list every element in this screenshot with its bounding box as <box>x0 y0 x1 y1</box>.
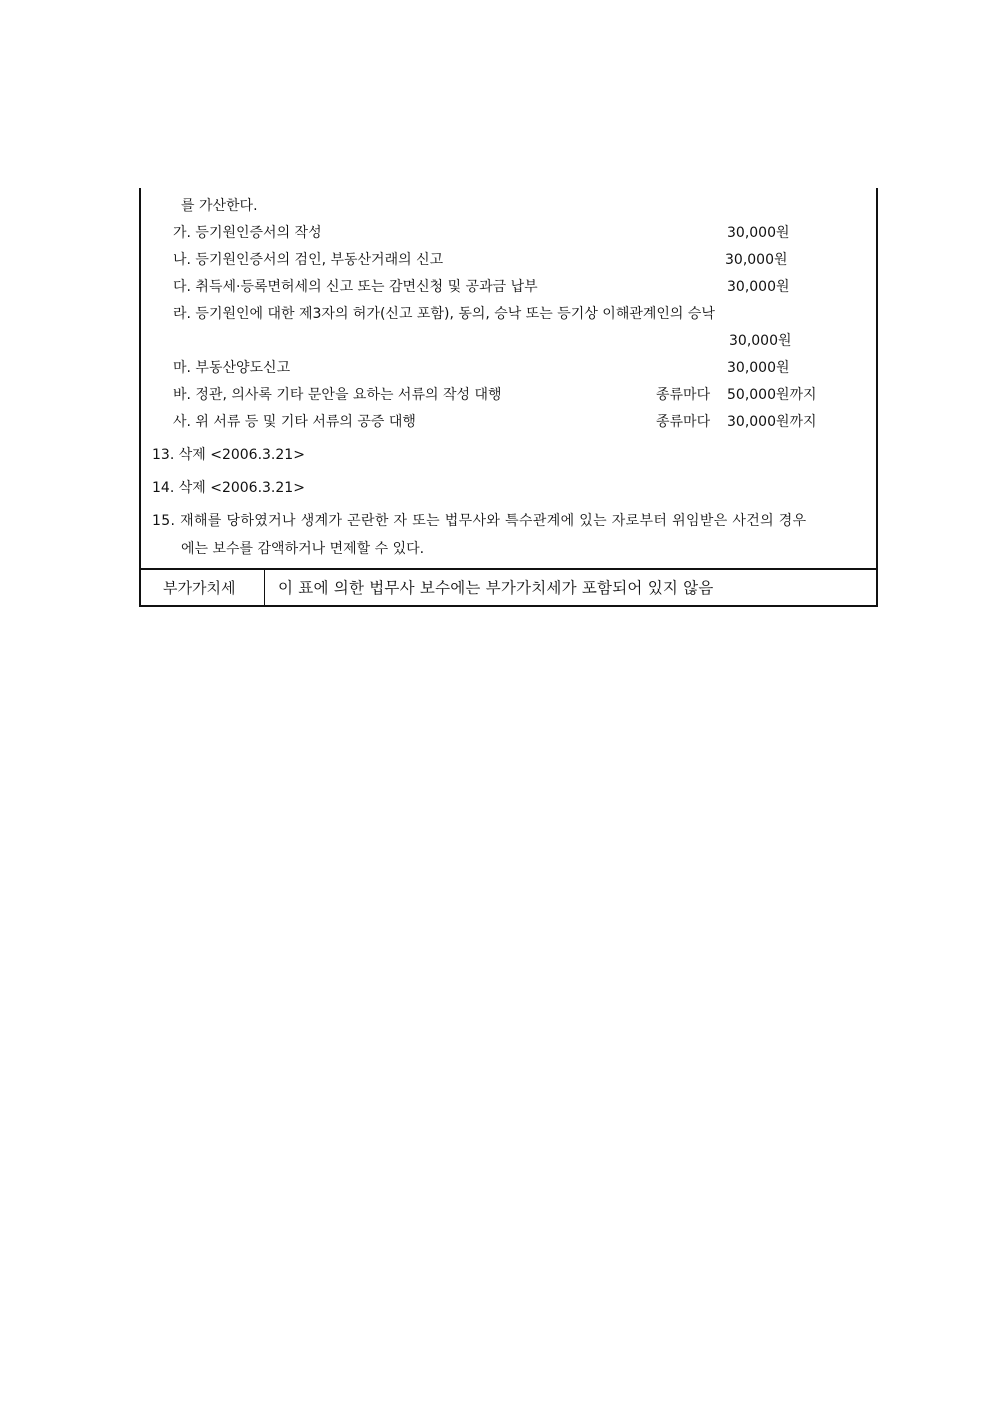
item-amount-ga: 30,000원 <box>727 225 790 241</box>
item-unit-ba: 종류마다 <box>656 387 711 403</box>
continuation-text: 를 가산한다. <box>181 198 258 214</box>
item-amount-ra: 30,000원 <box>729 333 792 349</box>
vat-label: 부가가치세 <box>163 579 236 597</box>
numbered-item-14: 14. 삭제 <2006.3.21> <box>152 480 305 496</box>
item-label-na: 나. 등기원인증서의 검인, 부동산거래의 신고 <box>173 252 444 268</box>
item-label-ma: 마. 부동산양도신고 <box>173 360 291 376</box>
numbered-item-15-line1: 15. 재해를 당하였거나 생계가 곤란한 자 또는 법무사와 특수관계에 있는 자로부터 위임받은 사건의 경우 <box>152 513 807 529</box>
item-amount-na: 30,000원 <box>725 252 788 268</box>
item-label-sa: 사. 위 서류 등 및 기타 서류의 공증 대행 <box>173 414 416 430</box>
item-amount-ba: 50,000원까지 <box>727 387 817 403</box>
item-amount-ma: 30,000원 <box>727 360 790 376</box>
item-unit-sa: 종류마다 <box>656 414 711 430</box>
item-label-ra: 라. 등기원인에 대한 제3자의 허가(신고 포함), 동의, 승낙 또는 등기상 이해관계인의 승낙 <box>173 306 715 322</box>
item-label-ba: 바. 정관, 의사록 기타 문안을 요하는 서류의 작성 대행 <box>173 387 502 403</box>
vat-column-divider <box>264 569 265 606</box>
item-label-da: 다. 취득세·등록면허세의 신고 또는 감면신청 및 공과금 납부 <box>173 279 538 295</box>
vat-text: 이 표에 의한 법무사 보수에는 부가가치세가 포함되어 있지 않음 <box>278 579 714 597</box>
numbered-item-13: 13. 삭제 <2006.3.21> <box>152 447 305 463</box>
item-amount-sa: 30,000원까지 <box>727 414 817 430</box>
item-label-ga: 가. 등기원인증서의 작성 <box>173 225 322 241</box>
vat-row-divider <box>139 568 878 570</box>
numbered-item-15-line2: 에는 보수를 감액하거나 면제할 수 있다. <box>181 541 425 557</box>
item-amount-da: 30,000원 <box>727 279 790 295</box>
